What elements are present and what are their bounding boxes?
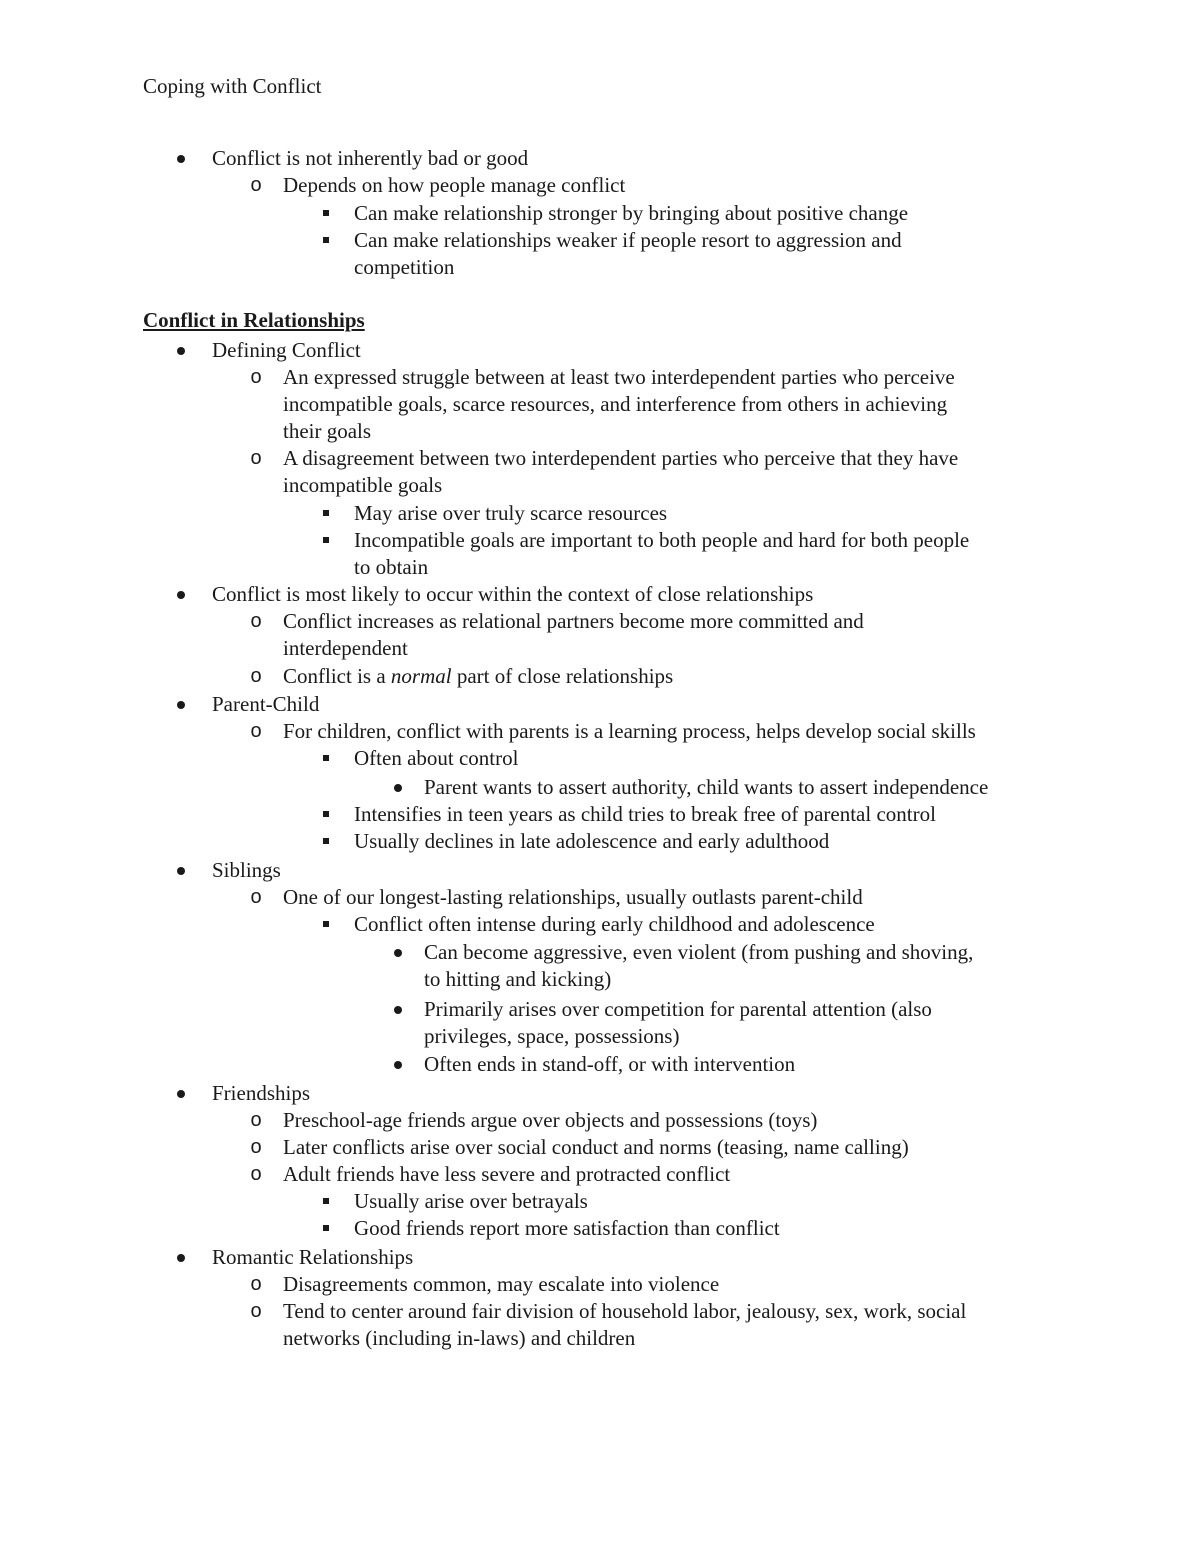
list-item: Usually arise over betrayals xyxy=(354,1189,588,1213)
list-item: Incompatible goals are important to both people and hard for both people xyxy=(354,528,970,552)
list-item: Intensifies in teen years as child tries to break free of parental control xyxy=(354,802,936,826)
list-item: Siblings xyxy=(212,858,281,882)
bullet-dot xyxy=(386,939,410,957)
list-item: Later conflicts arise over social conduct and norms (teasing, name calling) xyxy=(283,1135,909,1159)
document-title: Coping with Conflict xyxy=(143,74,322,98)
emphasis-text: normal xyxy=(390,664,452,688)
bullet-dot xyxy=(386,996,410,1014)
bullet-square xyxy=(314,911,338,927)
list-item: Usually declines in late adolescence and early adulthood xyxy=(354,829,830,853)
text-run: part of close relationships xyxy=(451,664,674,688)
bullet-circle: o xyxy=(250,1163,262,1185)
list-item-continuation: their goals xyxy=(283,419,372,443)
bullet-square xyxy=(314,500,338,516)
bullet-circle: o xyxy=(250,1273,262,1295)
list-item: For children, conflict with parents is a learning process, helps develop social skills xyxy=(283,719,976,743)
list-item: Conflict increases as relational partners become more committed and xyxy=(283,609,864,633)
list-item: Parent wants to assert authority, child wants to assert independence xyxy=(424,775,989,799)
bullet-dot xyxy=(386,774,410,792)
list-item: Depends on how people manage conflict xyxy=(283,173,626,197)
list-item: Defining Conflict xyxy=(212,338,361,362)
bullet-circle: o xyxy=(250,366,262,388)
list-item: Can make relationships weaker if people resort to aggression and xyxy=(354,228,902,252)
bullet-square xyxy=(314,227,338,243)
bullet-circle: o xyxy=(250,886,262,908)
list-item: Conflict is not inherently bad or good xyxy=(212,146,529,170)
text-run: Conflict is a xyxy=(283,664,391,688)
list-item: Often ends in stand-off, or with intervention xyxy=(424,1052,796,1076)
bullet-dot xyxy=(169,857,193,875)
list-item-continuation: incompatible goals, scarce resources, and interference from others in achieving xyxy=(283,392,948,416)
list-item: One of our longest-lasting relationships, usually outlasts parent-child xyxy=(283,885,863,909)
bullet-circle: o xyxy=(250,1109,262,1131)
bullet-square xyxy=(314,801,338,817)
list-item: Romantic Relationships xyxy=(212,1245,414,1269)
bullet-circle: o xyxy=(250,1300,262,1322)
list-item: Parent-Child xyxy=(212,692,320,716)
bullet-circle: o xyxy=(250,1136,262,1158)
bullet-dot xyxy=(169,337,193,355)
list-item: Primarily arises over competition for parental attention (also xyxy=(424,997,932,1021)
bullet-dot xyxy=(169,145,193,163)
list-item: May arise over truly scarce resources xyxy=(354,501,668,525)
list-item: Friendships xyxy=(212,1081,311,1105)
bullet-square xyxy=(314,828,338,844)
list-item-continuation: interdependent xyxy=(283,636,408,660)
bullet-circle: o xyxy=(250,447,262,469)
bullet-circle: o xyxy=(250,610,262,632)
list-item: Conflict is most likely to occur within the context of close relationships xyxy=(212,582,814,606)
bullet-circle: o xyxy=(250,174,262,196)
list-item-continuation: competition xyxy=(354,255,455,279)
bullet-dot xyxy=(169,691,193,709)
list-item: Tend to center around fair division of household labor, jealousy, sex, work, social xyxy=(283,1299,967,1323)
list-item: Often about control xyxy=(354,746,519,770)
bullet-dot xyxy=(169,581,193,599)
list-item: Preschool-age friends argue over objects and possessions (toys) xyxy=(283,1108,818,1132)
bullet-dot xyxy=(386,1051,410,1069)
section-heading: Conflict in Relationships xyxy=(143,308,365,332)
bullet-dot xyxy=(169,1244,193,1262)
list-item: A disagreement between two interdependent parties who perceive that they have xyxy=(283,446,959,470)
list-item xyxy=(283,663,673,690)
bullet-square xyxy=(314,745,338,761)
list-item-continuation: privileges, space, possessions) xyxy=(424,1024,680,1048)
list-item: An expressed struggle between at least two interdependent parties who perceive xyxy=(283,365,955,389)
bullet-circle: o xyxy=(250,665,262,687)
list-item: Can become aggressive, even violent (from pushing and shoving, xyxy=(424,940,974,964)
bullet-circle: o xyxy=(250,720,262,742)
list-item: Good friends report more satisfaction than conflict xyxy=(354,1216,780,1240)
list-item-continuation: networks (including in-laws) and children xyxy=(283,1326,636,1350)
bullet-square xyxy=(314,1188,338,1204)
list-item: Disagreements common, may escalate into violence xyxy=(283,1272,720,1296)
list-item-continuation: to hitting and kicking) xyxy=(424,967,612,991)
list-item: Adult friends have less severe and protracted conflict xyxy=(283,1162,731,1186)
list-item: Can make relationship stronger by bringing about positive change xyxy=(354,201,909,225)
bullet-dot xyxy=(169,1080,193,1098)
bullet-square xyxy=(314,527,338,543)
list-item: Conflict often intense during early childhood and adolescence xyxy=(354,912,875,936)
bullet-square xyxy=(314,1215,338,1231)
bullet-square xyxy=(314,200,338,216)
list-item-continuation: incompatible goals xyxy=(283,473,443,497)
list-item-continuation: to obtain xyxy=(354,555,429,579)
